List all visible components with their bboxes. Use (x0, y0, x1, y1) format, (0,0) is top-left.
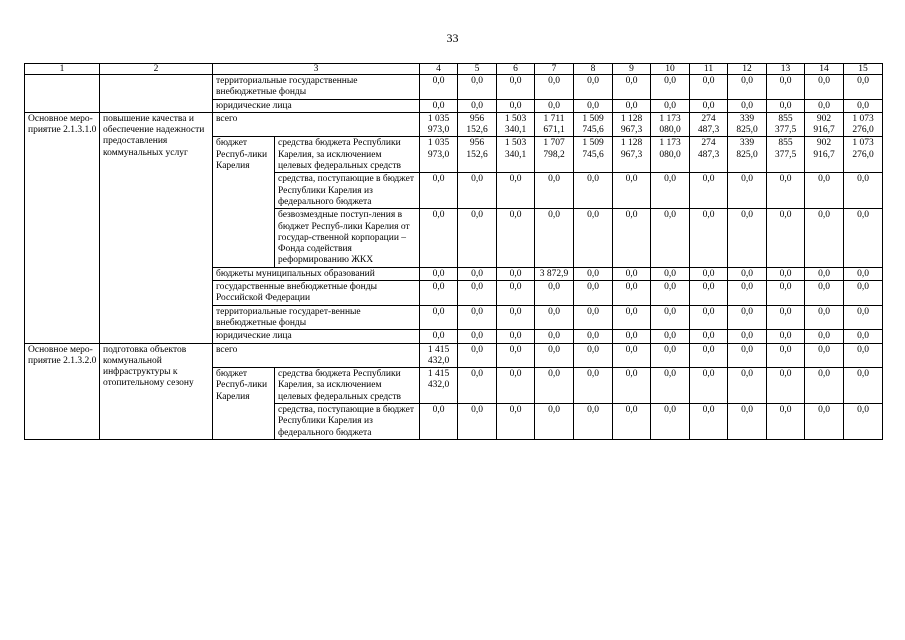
value-cell: 1 503 340,1 (497, 137, 535, 173)
value-cell: 0,0 (497, 368, 535, 404)
value-cell: 0,0 (613, 173, 651, 209)
value-cell: 1 711 671,1 (535, 112, 574, 137)
value-cell: 0,0 (844, 281, 883, 306)
value-cell: 0,0 (805, 75, 844, 100)
source-label-cell: юридические лица (213, 99, 420, 112)
value-cell: 0,0 (613, 267, 651, 280)
column-number-cell: 4 (420, 64, 458, 75)
value-cell: 0,0 (497, 173, 535, 209)
value-cell: 0,0 (844, 404, 883, 440)
value-cell: 0,0 (497, 404, 535, 440)
column-number-cell: 14 (805, 64, 844, 75)
value-cell: 1 509 745,6 (574, 112, 613, 137)
value-cell: 0,0 (420, 267, 458, 280)
column-number-cell: 10 (651, 64, 690, 75)
value-cell: 0,0 (767, 267, 805, 280)
value-cell: 0,0 (805, 267, 844, 280)
value-cell: 0,0 (574, 343, 613, 368)
column-number-cell: 9 (613, 64, 651, 75)
value-cell: 0,0 (690, 99, 728, 112)
value-cell: 0,0 (805, 330, 844, 343)
value-cell: 0,0 (497, 99, 535, 112)
column-number-cell: 2 (100, 64, 213, 75)
source-label-cell: бюджеты муниципальных образований (213, 267, 420, 280)
source-label-cell: территориальные государственные внебюджетные фонды (213, 75, 420, 100)
value-cell: 1 128 967,3 (613, 137, 651, 173)
column-number-cell: 7 (535, 64, 574, 75)
value-cell: 0,0 (574, 404, 613, 440)
source-label-cell: средства, поступающие в бюджет Республики Карелия из федерального бюджета (275, 173, 420, 209)
value-cell: 0,0 (458, 99, 497, 112)
value-cell: 0,0 (728, 343, 767, 368)
value-cell: 0,0 (574, 75, 613, 100)
table-row (25, 343, 883, 368)
value-cell: 0,0 (613, 368, 651, 404)
value-cell: 0,0 (574, 330, 613, 343)
value-cell: 0,0 (613, 75, 651, 100)
value-cell: 0,0 (767, 281, 805, 306)
column-number-cell: 12 (728, 64, 767, 75)
value-cell: 0,0 (574, 99, 613, 112)
value-cell: 0,0 (613, 330, 651, 343)
value-cell: 0,0 (420, 330, 458, 343)
value-cell: 0,0 (767, 330, 805, 343)
value-cell: 0,0 (805, 305, 844, 330)
source-label-cell: территориальные государет-венные внебюджетные фонды (213, 305, 420, 330)
value-cell: 0,0 (458, 343, 497, 368)
value-cell: 0,0 (767, 75, 805, 100)
value-cell: 0,0 (690, 305, 728, 330)
value-cell: 1 503 340,1 (497, 112, 535, 137)
value-cell: 855 377,5 (767, 112, 805, 137)
value-cell: 0,0 (497, 209, 535, 267)
value-cell: 0,0 (574, 173, 613, 209)
event-name-cell: подготовка объектов коммунальной инфраструктуры к отопительному сезону (100, 343, 213, 439)
value-cell: 1 415 432,0 (420, 368, 458, 404)
value-cell: 1 035 973,0 (420, 137, 458, 173)
value-cell: 0,0 (420, 281, 458, 306)
page-number: 33 (446, 31, 459, 45)
value-cell: 0,0 (574, 281, 613, 306)
value-cell: 0,0 (805, 173, 844, 209)
source-label-cell: безвозмездные поступ-ления в бюджет Респуб-лики Карелия от государ-ственной корпорации – Фонда содействия реформированию ЖКХ (275, 209, 420, 267)
value-cell: 0,0 (458, 281, 497, 306)
value-cell: 0,0 (767, 368, 805, 404)
value-cell: 0,0 (613, 305, 651, 330)
value-cell: 0,0 (535, 330, 574, 343)
value-cell: 0,0 (535, 173, 574, 209)
value-cell: 1 035 973,0 (420, 112, 458, 137)
value-cell: 0,0 (613, 281, 651, 306)
column-number-cell: 11 (690, 64, 728, 75)
value-cell: 1 173 080,0 (651, 112, 690, 137)
value-cell: 0,0 (805, 404, 844, 440)
event-name-cell: повышение качества и обеспечение надежности предоставления коммунальных услуг (100, 112, 213, 343)
value-cell: 0,0 (690, 330, 728, 343)
value-cell: 0,0 (728, 75, 767, 100)
value-cell: 0,0 (728, 99, 767, 112)
budget-label-cell: бюджет Респуб-лики Карелия (213, 137, 275, 267)
value-cell: 0,0 (805, 368, 844, 404)
value-cell: 0,0 (728, 330, 767, 343)
value-cell: 0,0 (613, 343, 651, 368)
value-cell: 0,0 (844, 267, 883, 280)
value-cell: 0,0 (651, 404, 690, 440)
column-number-row (25, 64, 883, 75)
value-cell: 0,0 (690, 173, 728, 209)
value-cell: 0,0 (535, 368, 574, 404)
value-cell: 0,0 (728, 173, 767, 209)
value-cell: 0,0 (767, 343, 805, 368)
value-cell: 0,0 (844, 173, 883, 209)
value-cell: 0,0 (844, 99, 883, 112)
value-cell: 0,0 (805, 343, 844, 368)
value-cell: 0,0 (420, 99, 458, 112)
value-cell: 1 073 276,0 (844, 112, 883, 137)
value-cell: 0,0 (497, 267, 535, 280)
value-cell: 956 152,6 (458, 137, 497, 173)
value-cell: 1 173 080,0 (651, 137, 690, 173)
value-cell: 956 152,6 (458, 112, 497, 137)
value-cell: 0,0 (458, 330, 497, 343)
value-cell: 0,0 (690, 368, 728, 404)
value-cell: 0,0 (690, 281, 728, 306)
funding-table (24, 63, 883, 440)
value-cell: 1 128 967,3 (613, 112, 651, 137)
value-cell: 0,0 (767, 404, 805, 440)
source-label-cell: средства бюджета Республики Карелия, за исключением целевых федеральных средств (275, 137, 420, 173)
value-cell: 1 509 745,6 (574, 137, 613, 173)
value-cell: 274 487,3 (690, 137, 728, 173)
total-label-cell: всего (213, 112, 420, 137)
value-cell: 0,0 (613, 404, 651, 440)
value-cell: 0,0 (613, 209, 651, 267)
table-row (25, 112, 883, 137)
event-type-cell: Основное меро-приятие 2.1.3.1.0 (25, 112, 100, 343)
budget-label-cell: бюджет Респуб-лики Карелия (213, 368, 275, 440)
value-cell: 0,0 (535, 281, 574, 306)
value-cell: 0,0 (651, 281, 690, 306)
value-cell: 0,0 (728, 267, 767, 280)
value-cell: 0,0 (497, 305, 535, 330)
column-number-cell: 5 (458, 64, 497, 75)
total-label-cell: всего (213, 343, 420, 368)
column-number-cell: 1 (25, 64, 100, 75)
value-cell: 339 825,0 (728, 137, 767, 173)
value-cell: 0,0 (767, 305, 805, 330)
value-cell: 0,0 (535, 305, 574, 330)
event-type-cell (25, 75, 100, 113)
value-cell: 274 487,3 (690, 112, 728, 137)
value-cell: 0,0 (420, 173, 458, 209)
value-cell: 0,0 (728, 209, 767, 267)
source-label-cell: средства, поступающие в бюджет Республики Карелия из федерального бюджета (275, 404, 420, 440)
value-cell: 0,0 (805, 99, 844, 112)
value-cell: 0,0 (844, 368, 883, 404)
value-cell: 0,0 (420, 404, 458, 440)
column-number-cell: 13 (767, 64, 805, 75)
value-cell: 902 916,7 (805, 112, 844, 137)
value-cell: 0,0 (458, 267, 497, 280)
value-cell: 0,0 (844, 75, 883, 100)
value-cell: 1 707 798,2 (535, 137, 574, 173)
value-cell: 0,0 (844, 330, 883, 343)
value-cell: 0,0 (690, 343, 728, 368)
event-name-cell (100, 75, 213, 113)
value-cell: 0,0 (458, 368, 497, 404)
value-cell: 0,0 (728, 281, 767, 306)
value-cell: 0,0 (690, 209, 728, 267)
value-cell: 0,0 (458, 404, 497, 440)
value-cell: 0,0 (767, 209, 805, 267)
value-cell: 3 872,9 (535, 267, 574, 280)
source-label-cell: государственные внебюджетные фонды Российской Федерации (213, 281, 420, 306)
value-cell: 0,0 (651, 330, 690, 343)
value-cell: 0,0 (651, 173, 690, 209)
value-cell: 0,0 (535, 343, 574, 368)
value-cell: 0,0 (844, 209, 883, 267)
value-cell: 0,0 (651, 343, 690, 368)
value-cell: 0,0 (497, 281, 535, 306)
value-cell: 0,0 (805, 209, 844, 267)
value-cell: 1 415 432,0 (420, 343, 458, 368)
table-row (25, 75, 883, 100)
value-cell: 0,0 (497, 343, 535, 368)
column-number-cell: 6 (497, 64, 535, 75)
value-cell: 1 073 276,0 (844, 137, 883, 173)
event-type-cell: Основное меро-приятие 2.1.3.2.0 (25, 343, 100, 439)
value-cell: 0,0 (458, 305, 497, 330)
value-cell: 0,0 (728, 404, 767, 440)
value-cell: 0,0 (458, 75, 497, 100)
value-cell: 0,0 (420, 75, 458, 100)
column-number-cell: 3 (213, 64, 420, 75)
value-cell: 0,0 (574, 209, 613, 267)
value-cell: 0,0 (574, 305, 613, 330)
value-cell: 0,0 (613, 99, 651, 112)
value-cell: 0,0 (458, 209, 497, 267)
value-cell: 0,0 (497, 75, 535, 100)
value-cell: 339 825,0 (728, 112, 767, 137)
value-cell: 0,0 (574, 368, 613, 404)
value-cell: 0,0 (690, 75, 728, 100)
value-cell: 0,0 (535, 75, 574, 100)
value-cell: 0,0 (497, 330, 535, 343)
source-label-cell: юридические лица (213, 330, 420, 343)
value-cell: 0,0 (420, 305, 458, 330)
column-number-cell: 8 (574, 64, 613, 75)
value-cell: 0,0 (805, 281, 844, 306)
value-cell: 0,0 (535, 404, 574, 440)
value-cell: 0,0 (651, 267, 690, 280)
value-cell: 855 377,5 (767, 137, 805, 173)
value-cell: 0,0 (728, 305, 767, 330)
value-cell: 0,0 (651, 368, 690, 404)
value-cell: 0,0 (651, 209, 690, 267)
value-cell: 0,0 (651, 305, 690, 330)
value-cell: 0,0 (535, 99, 574, 112)
source-label-cell: средства бюджета Республики Карелия, за исключением целевых федеральных средств (275, 368, 420, 404)
value-cell: 0,0 (420, 209, 458, 267)
value-cell: 0,0 (690, 267, 728, 280)
value-cell: 0,0 (728, 368, 767, 404)
value-cell: 0,0 (844, 305, 883, 330)
value-cell: 0,0 (767, 99, 805, 112)
value-cell: 0,0 (651, 99, 690, 112)
value-cell: 0,0 (535, 209, 574, 267)
value-cell: 0,0 (767, 173, 805, 209)
value-cell: 0,0 (574, 267, 613, 280)
value-cell: 0,0 (458, 173, 497, 209)
value-cell: 0,0 (690, 404, 728, 440)
value-cell: 902 916,7 (805, 137, 844, 173)
column-number-cell: 15 (844, 64, 883, 75)
value-cell: 0,0 (651, 75, 690, 100)
value-cell: 0,0 (844, 343, 883, 368)
